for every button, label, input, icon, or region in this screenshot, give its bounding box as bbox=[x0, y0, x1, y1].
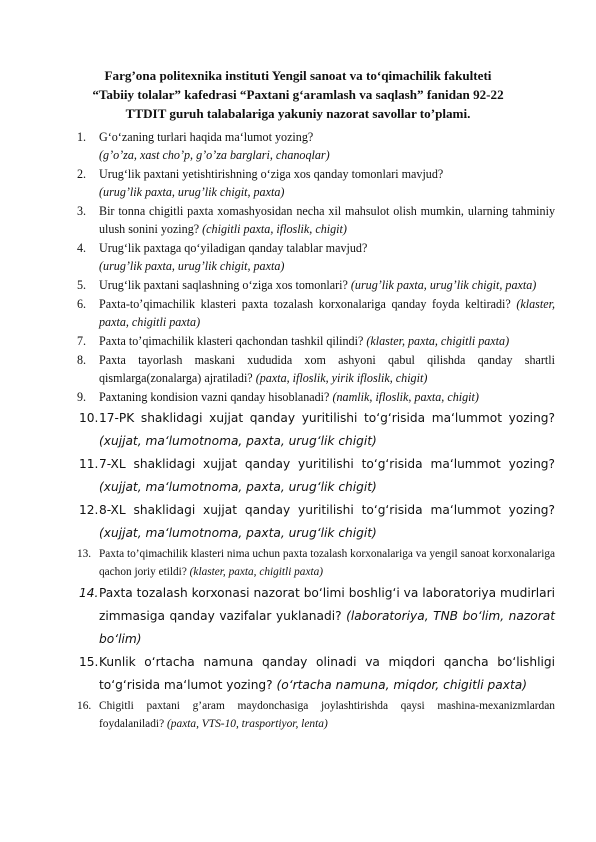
question-text: Chigitli paxtani g’aram maydonchasiga joylashtirishda qaysi mashina-mexanizmlardan foydalaniladi? bbox=[99, 700, 555, 730]
question-item bbox=[81, 453, 555, 499]
question-item bbox=[77, 202, 555, 238]
question-number: 3. bbox=[77, 204, 87, 218]
question-item bbox=[77, 239, 555, 275]
question-text: Paxta-to’qimachilik klasteri paxta tozalash korxonalariga qanday foyda keltiradi? bbox=[99, 297, 511, 311]
question-answer-keywords: (chigitli paxta, ifloslik, chigit) bbox=[202, 222, 347, 236]
question-answer-keywords: (g’o’za, xast cho’p, g’o’za barglari, chanoqlar) bbox=[99, 148, 330, 162]
question-number: 14. bbox=[79, 586, 99, 600]
question-answer-keywords: (xujjat, ma‘lumotnoma, paxta, urug‘lik chigit) bbox=[99, 434, 377, 448]
question-number: 15. bbox=[79, 655, 99, 669]
question-text: 7-XL shaklidagi xujjat qanday yuritilishi to‘g‘risida ma‘lummot yozing? bbox=[99, 457, 555, 471]
question-answer-keywords: (namlik, ifloslik, paxta, chigit) bbox=[332, 390, 479, 404]
question-answer-keywords: (klaster, paxta, chigitli paxta) bbox=[99, 297, 555, 329]
question-text: 8-XL shaklidagi xujjat qanday yuritilishi to‘g‘risida ma‘lummot yozing? bbox=[99, 503, 555, 517]
question-number: 5. bbox=[77, 278, 87, 292]
question-item bbox=[77, 332, 555, 350]
question-item bbox=[77, 388, 555, 406]
question-text: Paxta tayorlash maskani xududida xom ashyoni qabul qilishda qanday shartli qismlarga(zonalarga) ajratiladi? bbox=[99, 353, 555, 385]
question-text: Urug‘lik paxtani yetishtirishning o‘ziga xos qanday tomonlari mavjud? bbox=[99, 167, 444, 181]
question-answer-keywords: (xujjat, ma‘lumotnoma, paxta, urug‘lik chigit) bbox=[99, 480, 377, 494]
question-number: 2. bbox=[77, 167, 87, 181]
question-item bbox=[81, 407, 555, 453]
question-answer-keywords: (paxta, ifloslik, yirik ifloslik, chigit) bbox=[255, 371, 428, 385]
question-number: 1. bbox=[77, 130, 87, 144]
question-item bbox=[81, 499, 555, 545]
question-list bbox=[77, 128, 555, 734]
title-line-2: “Tabiiy tolalar” kafedrasi “Paxtani g‘aramlash va saqlash” fanidan 92-22 bbox=[92, 87, 504, 102]
question-text: Paxta to’qimachilik klasteri qachondan tashkil qilindi? bbox=[99, 334, 364, 348]
question-text: Urug‘lik paxtaga qo‘yiladigan qanday talablar mavjud? bbox=[99, 241, 368, 255]
question-text: Paxta to’qimachilik klasteri nima uchun paxta tozalash korxonalariga va yengil sanoat korxonalariga qachon joriy etildi? bbox=[99, 548, 555, 578]
question-number: 7. bbox=[77, 334, 87, 348]
question-answer-keywords: (xujjat, ma‘lumotnoma, paxta, urug‘lik chigit) bbox=[99, 526, 377, 540]
question-answer-keywords: (laboratoriya, TNB bo‘lim, nazorat bo‘lim) bbox=[99, 609, 555, 646]
question-number: 8. bbox=[77, 353, 87, 367]
question-number: 10. bbox=[79, 411, 99, 425]
question-text: Urug‘lik paxtani saqlashning o‘ziga xos tomonlari? bbox=[99, 278, 348, 292]
question-item bbox=[81, 651, 555, 697]
question-answer-keywords: (paxta, VTS-10, trasportiyor, lenta) bbox=[167, 718, 328, 730]
question-item bbox=[77, 165, 555, 201]
question-item bbox=[77, 276, 555, 294]
question-text: 17-PK shaklidagi xujjat qanday yuritilishi to‘g‘risida ma‘lummot yozing? bbox=[99, 411, 555, 425]
question-answer-keywords: (o‘rtacha namuna, miqdor, chigitli paxta) bbox=[276, 678, 527, 692]
question-item bbox=[77, 697, 555, 733]
question-item bbox=[77, 545, 555, 581]
question-answer-keywords: (urug’lik paxta, urug’lik chigit, paxta) bbox=[99, 185, 285, 199]
question-item bbox=[77, 351, 555, 387]
question-text: Paxta tozalash korxonasi nazorat bo‘limi boshlig‘i va laboratoriya mudirlari zimmasiga qanday vazifalar yuklanadi? bbox=[99, 586, 555, 623]
question-text: Kunlik o‘rtacha namuna qanday olinadi va miqdori qancha bo‘lishligi to‘g‘risida ma‘lumot yozing? bbox=[99, 655, 555, 692]
question-item bbox=[81, 582, 555, 651]
question-answer-keywords: (urug’lik paxta, urug’lik chigit, paxta) bbox=[99, 259, 285, 273]
question-number: 4. bbox=[77, 241, 87, 255]
question-text: G‘o‘zaning turlari haqida ma‘lumot yozing? bbox=[99, 130, 314, 144]
title-line-3: TTDIT guruh talabalariga yakuniy nazorat savollar to’plami. bbox=[125, 106, 471, 121]
question-number: 6. bbox=[77, 297, 87, 311]
question-answer-keywords: (klaster, paxta, chigitli paxta) bbox=[189, 566, 324, 578]
question-answer-keywords: (urug’lik paxta, urug’lik chigit, paxta) bbox=[350, 278, 537, 292]
question-answer-keywords: (klaster, paxta, chigitli paxta) bbox=[366, 334, 510, 348]
question-item bbox=[77, 128, 555, 164]
question-number: 12. bbox=[79, 503, 99, 517]
question-item bbox=[77, 295, 555, 331]
title-line-1: Farg’ona politexnika instituti Yengil sanoat va to‘qimachilik fakulteti bbox=[104, 68, 492, 83]
document-title bbox=[60, 66, 536, 123]
question-number: 13. bbox=[77, 548, 92, 560]
question-text: Paxtaning kondision vazni qanday hisoblanadi? bbox=[99, 390, 330, 404]
question-number: 16. bbox=[77, 700, 92, 712]
question-text: Bir tonna chigitli paxta xomashyosidan necha xil mahsulot olish mumkin, ularning tahminiy ulush sonini yozing? bbox=[99, 204, 555, 236]
question-number: 11. bbox=[79, 457, 99, 471]
question-number: 9. bbox=[77, 390, 87, 404]
